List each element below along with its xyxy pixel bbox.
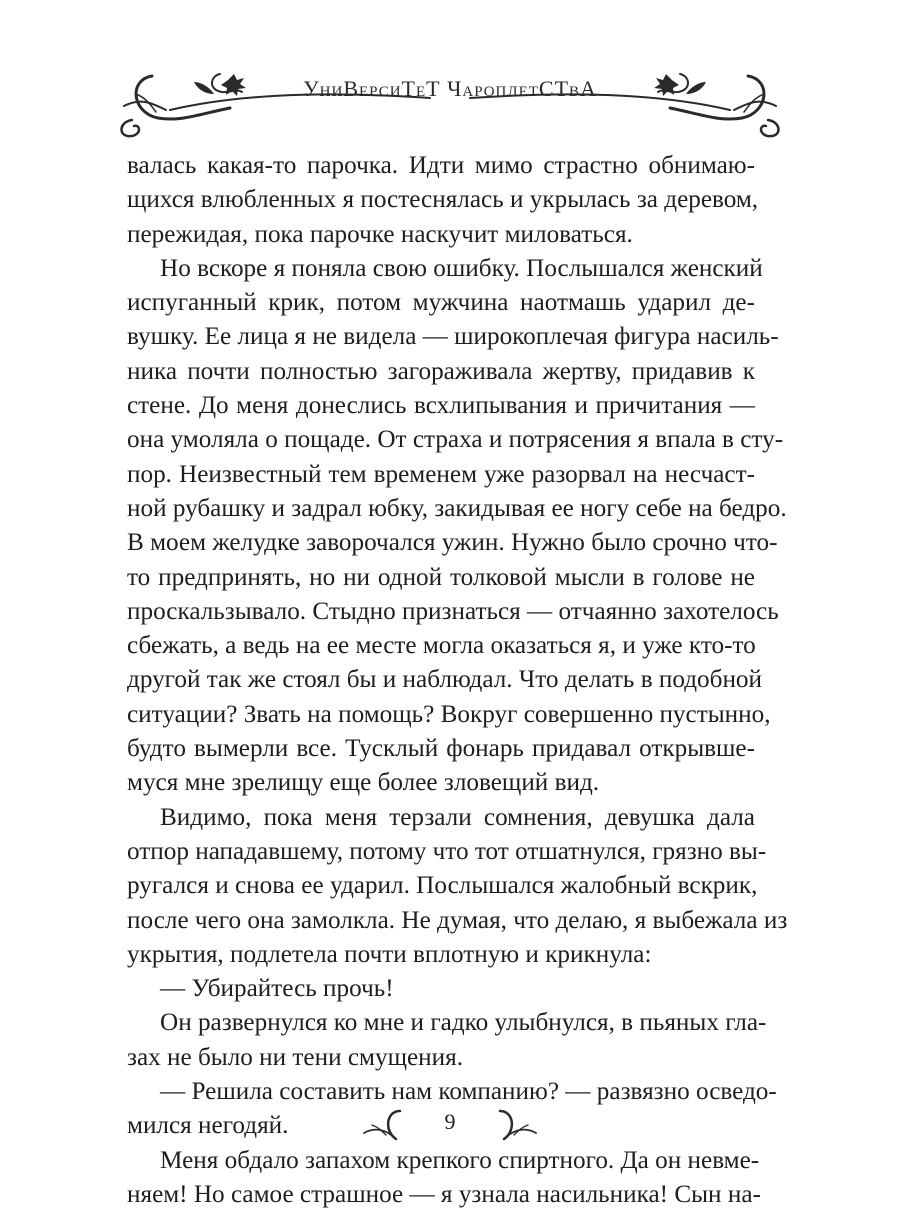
text-line: ситуации? Звать на помощь? Вокруг совершенно пустынно,: [127, 700, 771, 728]
text-line: ника почти полностью загораживала жертву, придавив к: [127, 357, 755, 385]
page-footer: [330, 1095, 570, 1155]
text-line: щихся влюбленных я постеснялась и укрылась за деревом,: [127, 186, 759, 214]
text-line: В моем желудке заворочался ужин. Нужно было срочно что-: [127, 529, 778, 557]
text-line: пережидая, пока парочке наскучит миловаться.: [127, 220, 633, 248]
text-line: после чего она замолкла. Не думая, что делаю, я выбежала из: [127, 906, 788, 934]
text-line: отпор нападавшему, потому что тот отшатнулся, грязно вы-: [127, 837, 767, 865]
text-line: сбежать, а ведь на ее месте могла оказаться я, и уже кто-то: [127, 632, 756, 660]
text-line: — Решила составить нам компанию? — развязно осведо-: [160, 1078, 777, 1106]
body-text: [127, 149, 788, 1212]
page-number: 9: [444, 1109, 456, 1134]
text-line: муся мне зрелищу еще более зловещий вид.: [127, 769, 600, 797]
text-line: ругался и снова ее ударил. Послышался жалобный вскрик,: [127, 872, 758, 900]
text-line: будто вымерли все. Тусклый фонарь придавал открывше-: [127, 735, 755, 763]
header-ornament-icon: [110, 58, 790, 148]
text-line: вушку. Ее лица я не видела — широкоплечая фигура насиль-: [127, 323, 779, 351]
text-line: Но вскоре я поняла свою ошибку. Послышался женский: [160, 254, 763, 282]
text-line: зах не было ни тени смущения.: [127, 1043, 463, 1071]
text-line: стене. До меня донеслись всхлипывания и причитания —: [127, 392, 755, 420]
text-line: Видимо, пока меня терзали сомнения, девушка дала: [160, 803, 755, 831]
text-line: няем! Но самое страшное — я узнала насильника! Сын на-: [127, 1180, 761, 1208]
text-line: Он развернулся ко мне и гадко улыбнулся, в пьяных гла-: [160, 1009, 767, 1037]
text-line: она умоляла о пощаде. От страха и потрясения я впала в сту-: [127, 426, 784, 454]
text-line: Меня обдало запахом крепкого спиртного. Да он невме-: [160, 1146, 760, 1174]
text-line: другой так же стоял бы и наблюдал. Что делать в подобной: [127, 666, 763, 694]
running-title: УниВерсиТеТ ЧароплетСТвА: [303, 76, 597, 101]
text-line: ной рубашку и задрал юбку, закидывая ее ногу себе на бедро.: [127, 494, 787, 522]
text-line: пор. Неизвестный тем временем уже разорвал на несчаст-: [127, 460, 755, 488]
text-line: мился негодяй.: [127, 1112, 289, 1140]
text-line: испуганный крик, потом мужчина наотмашь ударил де-: [127, 289, 755, 317]
text-line: валась какая-то парочка. Идти мимо страстно обнимаю-: [127, 152, 755, 179]
text-line: укрытия, подлетела почти вплотную и крикнула:: [127, 940, 652, 968]
text-line: то предпринять, но ни одной толковой мысли в голове не: [127, 563, 755, 591]
text-line: — Убирайтесь прочь!: [160, 975, 394, 1003]
text-line: проскальзывало. Стыдно признаться — отчаянно захотелось: [127, 597, 779, 625]
running-header: [110, 58, 790, 148]
